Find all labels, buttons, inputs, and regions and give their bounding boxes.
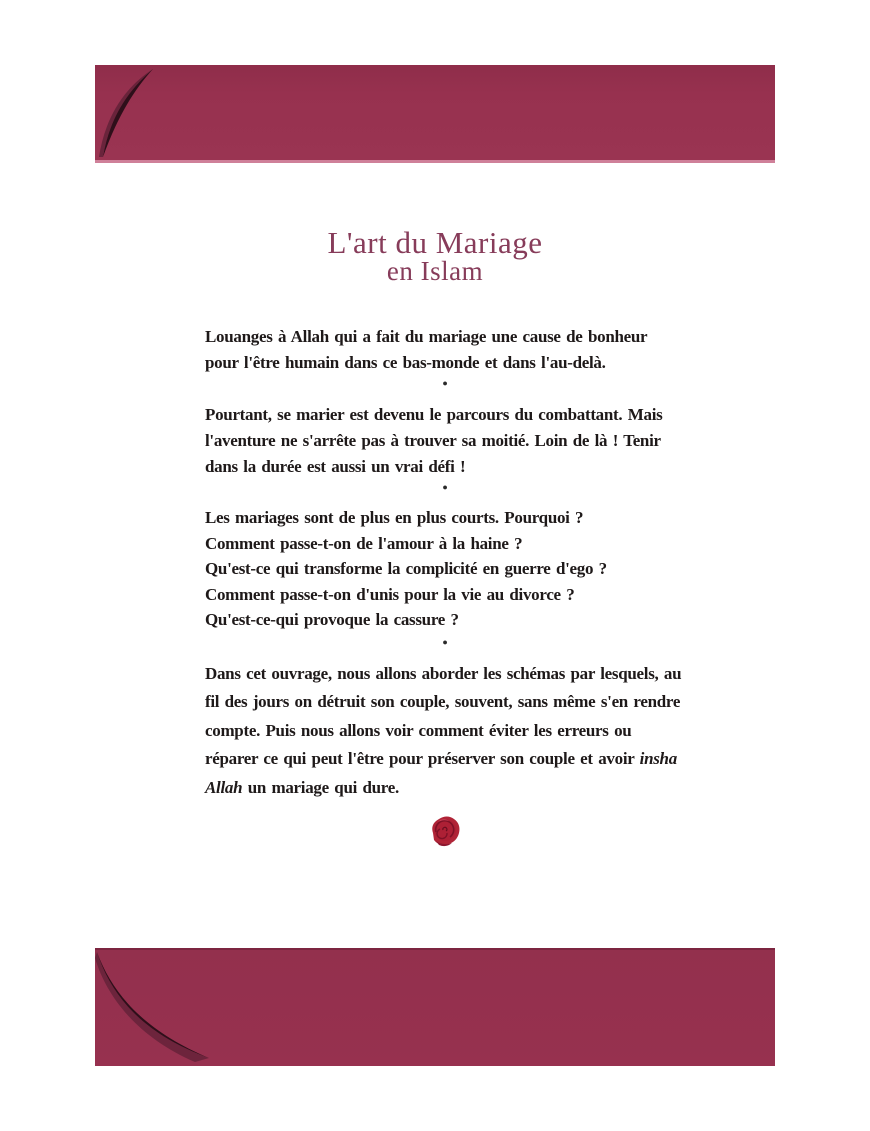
paragraph-4-text: Dans cet ouvrage, nous allons aborder les schémas par lesquels, au fil des jours on détruit son couple, souvent, sans même s'en rendre compte. Puis nous allons voir comment éviter les erreurs ou réparer ce qui peut l'être pour préserver son couple et avoir (205, 663, 682, 768)
footer-ornament (205, 812, 685, 850)
rose-icon (426, 812, 464, 850)
dot-separator (205, 378, 685, 388)
paragraph-4-italic: insha Allah (205, 749, 677, 797)
paragraph-2: Pourtant, se marier est devenu le parcours du combattant. Mais l'aventure ne s'arrête pas à trouver sa moitié. Loin de là ! Tenir dans la durée est aussi un vrai défi ! (205, 405, 663, 476)
swirl-icon (95, 65, 175, 160)
paragraph-4-text-after: un mariage qui dure. (242, 777, 399, 797)
page-title (0, 225, 870, 286)
bottom-banner (95, 948, 775, 1066)
questions-block (205, 505, 685, 633)
separator-glyph: ● (442, 378, 448, 388)
separator-glyph: ● (442, 636, 448, 647)
body-text (205, 324, 685, 850)
question-line: Comment passe-t-on d'unis pour la vie au divorce ? (205, 584, 575, 604)
swirl-icon (95, 950, 225, 1066)
paragraph-4 (205, 660, 685, 803)
paragraph-1: Louanges à Allah qui a fait du mariage une cause de bonheur pour l'être humain dans ce bas-monde et dans l'au-delà. (205, 327, 647, 372)
question-line: Les mariages sont de plus en plus courts. Pourquoi ? (205, 508, 584, 527)
question-line: Qu'est-ce qui transforme la complicité en guerre d'ego ? (205, 559, 607, 578)
question-line: Comment passe-t-on de l'amour à la haine ? (205, 533, 523, 553)
dot-separator (205, 637, 685, 647)
separator-glyph: ● (442, 482, 448, 492)
dot-separator (205, 482, 685, 492)
question-line: Qu'est-ce-qui provoque la cassure ? (205, 610, 459, 629)
title-line-1: L'art du Mariage (327, 225, 543, 260)
top-banner (95, 65, 775, 163)
title-line-2: en Islam (386, 256, 484, 286)
